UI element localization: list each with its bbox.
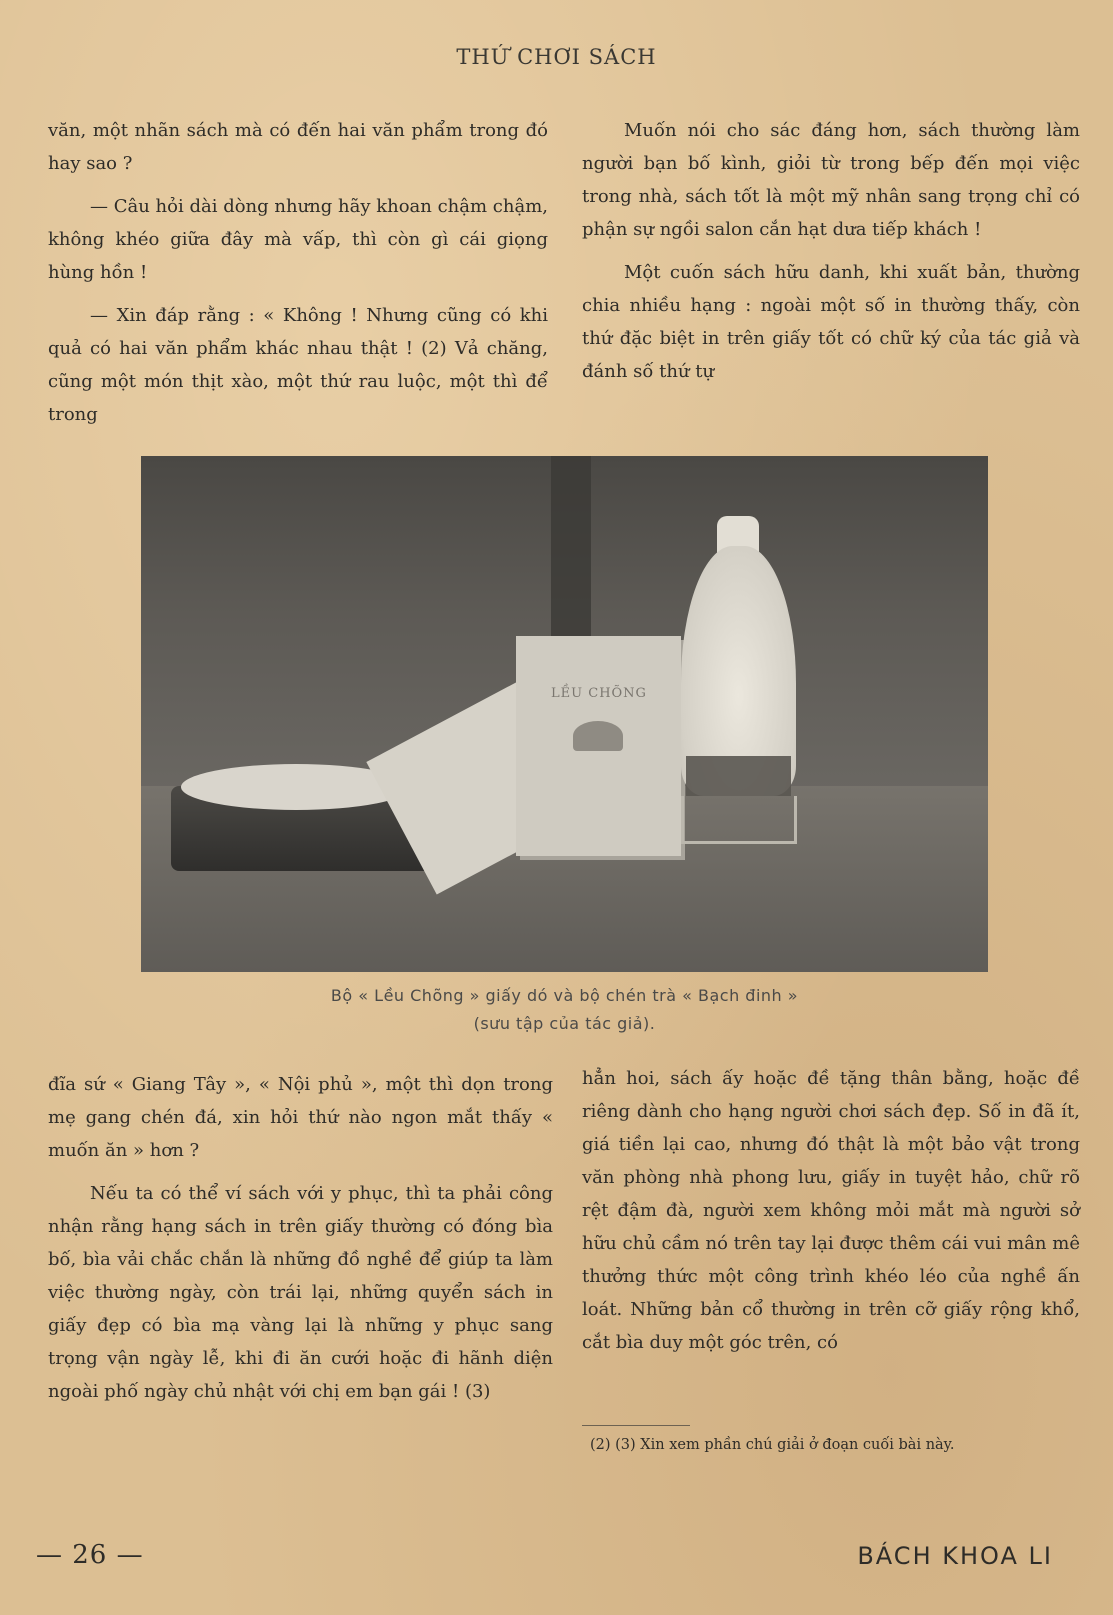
caption-line: Bộ « Lều Chõng » giấy dó và bộ chén trà « Bạch đinh »: [330, 986, 799, 1005]
column-top-right: [582, 114, 1080, 388]
column-bottom-right: [582, 1062, 1080, 1359]
column-bottom-left: [48, 1068, 553, 1408]
column-top-left: [48, 114, 548, 431]
footnote: (2) (3) Xin xem phần chú giải ở đoạn cuối bài này.: [590, 1437, 955, 1453]
paragraph: — Xin đáp rằng : « Không ! Nhưng cũng có khi quả có hai văn phẩm khác nhau thật ! (2) Vả chăng, cũng một món thịt xào, một thứ rau luộc, một thì để trong: [48, 305, 548, 425]
paragraph: hẳn hoi, sách ấy hoặc đề tặng thân bằng, hoặc đề riêng dành cho hạng người chơi sách đẹp. Số in đã ít, giá tiền lại cao, nhưng đó thật là một bảo vật trong văn phòng nhà phong lưu, giấy in tuyệt hảo, chữ rõ rệt đậm đà, người xem không mỏi mắt mà người sở hữu chủ cầm nó trên tay lại được thêm cái vui mân mê thưởng thức một công trình khéo léo của nghề ấn loát. Những bản cổ thường in trên cỡ giấy rộng khổ, cắt bìa duy một góc trên, có: [582, 1068, 1080, 1353]
magazine-name: BÁCH KHOA LI: [857, 1542, 1053, 1570]
caption-line: (sưu tập của tác giả).: [473, 1014, 656, 1033]
running-title: THỨ CHƠI SÁCH: [456, 45, 657, 69]
book-emblem-icon: [573, 721, 623, 751]
page-number: — 26 —: [36, 1540, 144, 1570]
vase-stand: [681, 796, 797, 844]
paragraph: Một cuốn sách hữu danh, khi xuất bản, thường chia nhiều hạng : ngoài một số in thường thấy, còn thứ đặc biệt in trên giấy tốt có chữ ký của tác giả và đánh số thứ tự: [582, 262, 1080, 382]
paragraph: — Câu hỏi dài dòng nhưng hãy khoan chậm chậm, không khéo giữa đây mà vấp, thì còn gì cái giọng hùng hồn !: [48, 196, 548, 283]
book-cover-title: LỀU CHÕNG: [551, 686, 647, 701]
photograph: [141, 456, 988, 972]
paragraph: Nếu ta có thể ví sách với y phục, thì ta phải công nhận rằng hạng sách in trên giấy thường có đóng bìa bố, bìa vải chắc chắn là những đồ nghề để giúp ta làm việc thường ngày, còn trái lại, những quyển sách in giấy đẹp có bìa mạ vàng lại là những y phục sang trọng vận ngày lễ, khi đi ăn cưới hoặc đi hãnh diện ngoài phố ngày chủ nhật với chị em bạn gái ! (3): [48, 1183, 553, 1402]
paragraph: Muốn nói cho sác đáng hơn, sách thường làm người bạn bố kình, giỏi từ trong bếp đến mọi việc trong nhà, sách tốt là một mỹ nhân sang trọng chỉ có phận sự ngồi salon cắn hạt dưa tiếp khách !: [582, 120, 1080, 240]
photo-caption: [141, 982, 988, 1038]
paragraph: đĩa sứ « Giang Tây », « Nội phủ », một thì dọn trong mẹ gang chén đá, xin hỏi thứ nào ngon mắt thấy « muốn ăn » hơn ?: [48, 1074, 553, 1161]
vase-band: [686, 756, 791, 796]
footnote-divider: [582, 1425, 690, 1426]
paragraph: văn, một nhãn sách mà có đến hai văn phẩm trong đó hay sao ?: [48, 120, 548, 174]
photo-pillar: [551, 456, 591, 656]
